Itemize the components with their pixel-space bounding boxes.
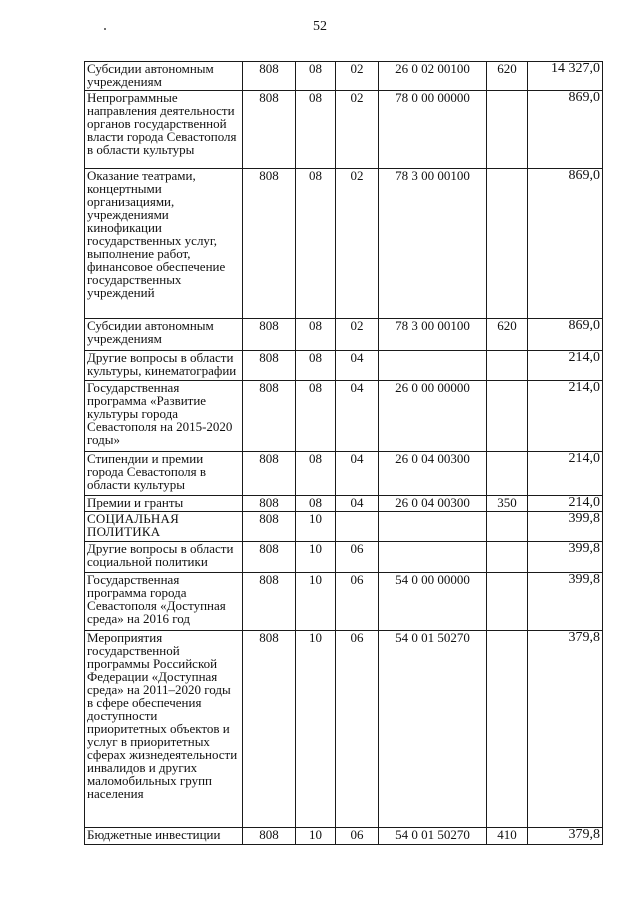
section-code: 10 — [296, 573, 336, 631]
subsection-code: 04 — [336, 381, 379, 452]
target-article-code: 26 0 02 00100 — [379, 62, 487, 91]
table-row — [85, 319, 603, 351]
subsection-code: 02 — [336, 62, 379, 91]
expense-type-code: 410 — [487, 828, 528, 845]
expense-type-code: 350 — [487, 496, 528, 512]
target-article-code — [379, 351, 487, 381]
row-name: Оказание театрами, концертными организациями, учреждениями кинофикации государственных услуг, выполнение работ, финансовое обеспечение государственных учреждений — [85, 169, 243, 319]
amount: 14 327,0 — [528, 62, 603, 91]
table-row — [85, 573, 603, 631]
expense-type-code — [487, 512, 528, 542]
target-article-code: 78 3 00 00100 — [379, 169, 487, 319]
subsection-code: 06 — [336, 542, 379, 573]
expense-type-code: 620 — [487, 319, 528, 351]
subsection-code — [336, 512, 379, 542]
target-article-code: 26 0 04 00300 — [379, 496, 487, 512]
row-name: Государственная программа «Развитие культуры города Севастополя на 2015-2020 годы» — [85, 381, 243, 452]
section-code: 10 — [296, 828, 336, 845]
section-code: 08 — [296, 496, 336, 512]
target-article-code: 26 0 00 00000 — [379, 381, 487, 452]
table-row — [85, 542, 603, 573]
expense-type-code — [487, 542, 528, 573]
expense-type-code — [487, 631, 528, 828]
ved-code: 808 — [243, 573, 296, 631]
subsection-code: 02 — [336, 319, 379, 351]
ved-code: 808 — [243, 319, 296, 351]
row-name: Мероприятия государственной программы Российской Федерации «Доступная среда» на 2011–2020 годы в сфере обеспечения доступности приоритетных объектов и услуг в приоритетных сферах жизнедеятельности инвалидов и других маломобильных групп населения — [85, 631, 243, 828]
target-article-code: 54 0 01 50270 — [379, 631, 487, 828]
amount: 214,0 — [528, 381, 603, 452]
row-name: Бюджетные инвестиции — [85, 828, 243, 845]
subsection-code: 02 — [336, 91, 379, 169]
amount: 399,8 — [528, 573, 603, 631]
expense-type-code — [487, 573, 528, 631]
row-name: Непрограммные направления деятельности органов государственной власти города Севастополя в области культуры — [85, 91, 243, 169]
subsection-code: 04 — [336, 351, 379, 381]
section-code: 08 — [296, 452, 336, 496]
section-code: 08 — [296, 381, 336, 452]
amount: 399,8 — [528, 542, 603, 573]
amount: 869,0 — [528, 91, 603, 169]
row-name: Субсидии автономным учреждениям — [85, 319, 243, 351]
row-name: СОЦИАЛЬНАЯ ПОЛИТИКА — [85, 512, 243, 542]
table-row — [85, 381, 603, 452]
subsection-code: 06 — [336, 573, 379, 631]
section-code: 10 — [296, 512, 336, 542]
section-code: 08 — [296, 351, 336, 381]
row-name: Другие вопросы в области социальной политики — [85, 542, 243, 573]
ved-code: 808 — [243, 512, 296, 542]
ved-code: 808 — [243, 62, 296, 91]
page-number: 52 — [313, 19, 327, 34]
subsection-code: 04 — [336, 496, 379, 512]
amount: 214,0 — [528, 452, 603, 496]
amount: 869,0 — [528, 169, 603, 319]
section-code: 08 — [296, 169, 336, 319]
table-row — [85, 512, 603, 542]
amount: 214,0 — [528, 351, 603, 381]
row-name: Стипендии и премии города Севастополя в области культуры — [85, 452, 243, 496]
budget-table — [84, 61, 603, 845]
ved-code: 808 — [243, 542, 296, 573]
target-article-code: 26 0 04 00300 — [379, 452, 487, 496]
subsection-code: 06 — [336, 828, 379, 845]
subsection-code: 06 — [336, 631, 379, 828]
amount: 214,0 — [528, 496, 603, 512]
table-row — [85, 91, 603, 169]
amount: 379,8 — [528, 631, 603, 828]
ved-code: 808 — [243, 91, 296, 169]
table-row — [85, 62, 603, 91]
section-code: 10 — [296, 542, 336, 573]
target-article-code: 54 0 00 00000 — [379, 573, 487, 631]
subsection-code: 02 — [336, 169, 379, 319]
scan-speck — [104, 28, 106, 30]
expense-type-code — [487, 452, 528, 496]
ved-code: 808 — [243, 452, 296, 496]
target-article-code — [379, 542, 487, 573]
table-row — [85, 351, 603, 381]
expense-type-code: 620 — [487, 62, 528, 91]
row-name: Премии и гранты — [85, 496, 243, 512]
ved-code: 808 — [243, 351, 296, 381]
target-article-code: 54 0 01 50270 — [379, 828, 487, 845]
section-code: 10 — [296, 631, 336, 828]
ved-code: 808 — [243, 381, 296, 452]
ved-code: 808 — [243, 496, 296, 512]
row-name: Субсидии автономным учреждениям — [85, 62, 243, 91]
target-article-code — [379, 512, 487, 542]
table-row — [85, 496, 603, 512]
table-row — [85, 169, 603, 319]
section-code: 08 — [296, 62, 336, 91]
table-row — [85, 452, 603, 496]
ved-code: 808 — [243, 631, 296, 828]
row-name: Другие вопросы в области культуры, кинематографии — [85, 351, 243, 381]
subsection-code: 04 — [336, 452, 379, 496]
target-article-code: 78 0 00 00000 — [379, 91, 487, 169]
section-code: 08 — [296, 319, 336, 351]
section-code: 08 — [296, 91, 336, 169]
expense-type-code — [487, 381, 528, 452]
amount: 399,8 — [528, 512, 603, 542]
row-name: Государственная программа города Севастополя «Доступная среда» на 2016 год — [85, 573, 243, 631]
target-article-code: 78 3 00 00100 — [379, 319, 487, 351]
table-row — [85, 631, 603, 828]
table-row — [85, 828, 603, 845]
expense-type-code — [487, 91, 528, 169]
amount: 379,8 — [528, 828, 603, 845]
amount: 869,0 — [528, 319, 603, 351]
expense-type-code — [487, 351, 528, 381]
expense-type-code — [487, 169, 528, 319]
ved-code: 808 — [243, 828, 296, 845]
ved-code: 808 — [243, 169, 296, 319]
